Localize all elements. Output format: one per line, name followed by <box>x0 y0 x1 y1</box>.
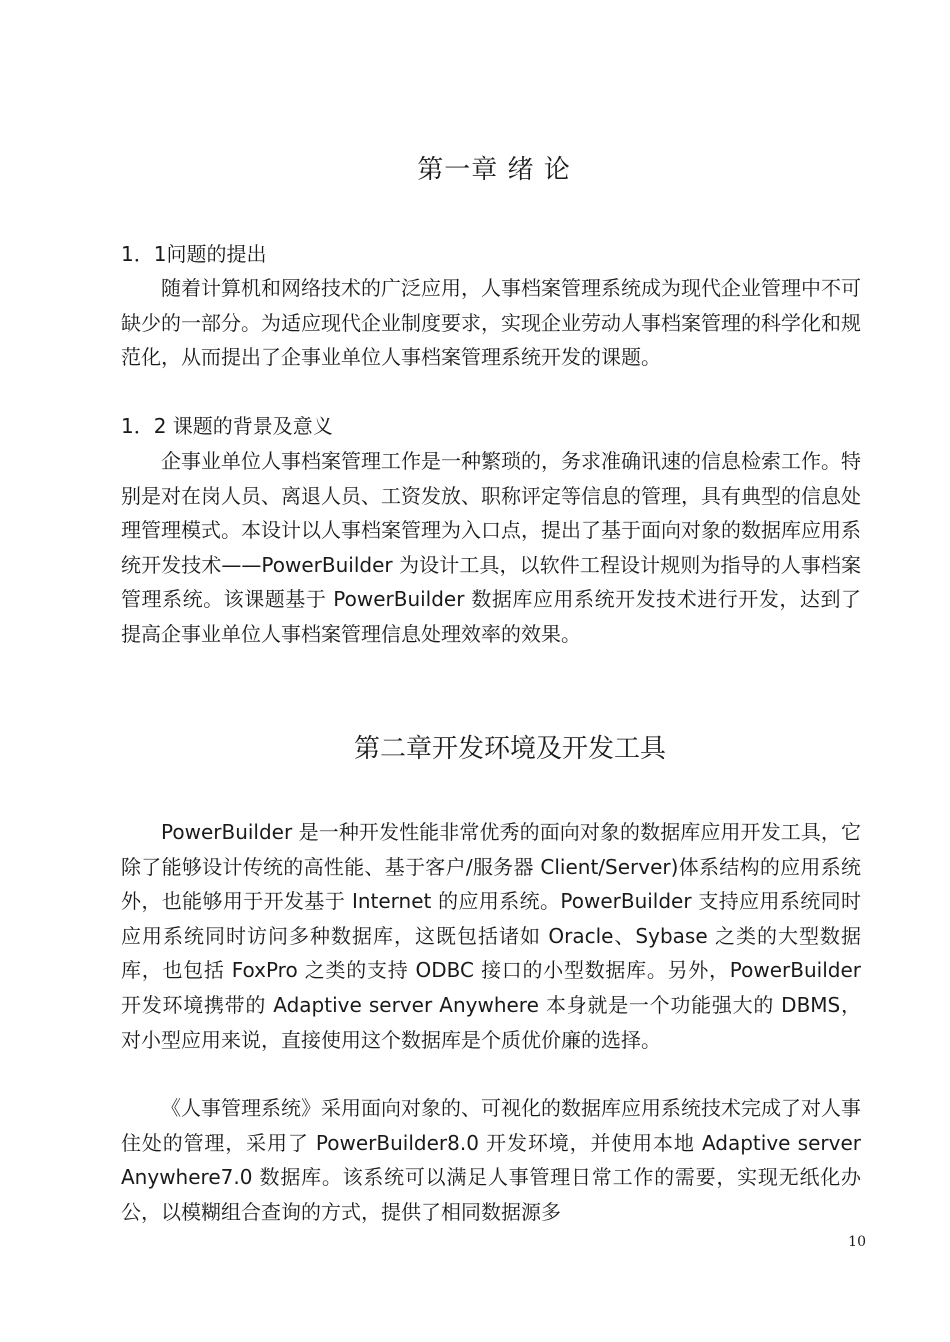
section-1-2-heading: 1．2 课题的背景及意义 <box>121 414 333 438</box>
chapter-1-title: 第一章 绪 论 <box>417 155 571 185</box>
page-number: 10 <box>848 1234 866 1250</box>
section-1-1-heading: 1．1问题的提出 <box>121 242 267 266</box>
section-1-1-paragraph: 随着计算机和网络技术的广泛应用，人事档案管理系统成为现代企业管理中不可缺少的一部分。为适应现代企业制度要求，实现企业劳动人事档案管理的科学化和规范化，从而提出了企事业单位人事档案管理系统开发的课题。 <box>121 276 861 370</box>
chapter-2-title: 第二章开发环境及开发工具 <box>353 734 666 764</box>
section-1-2-paragraph: 企事业单位人事档案管理工作是一种繁琐的，务求准确讯速的信息检索工作。特别是对在岗人员、离退人员、工资发放、职称评定等信息的管理，具有典型的信息处理管理模式。本设计以人事档案管理为入口点，提出了基于面向对象的数据库应用系统开发技术——PowerBuilder 为设计工具，以软件工程设计规则为指导的人事档案管理系统。该课题基于 PowerBuilder 数据库应用系统开发技术进行开发，达到了提高企事业单位人事档案管理信息处理效率的效果。 <box>121 449 861 646</box>
chapter-2-paragraph-2: 《人事管理系统》采用面向对象的、可视化的数据库应用系统技术完成了对人事住处的管理，采用了 PowerBuilder8.0 开发环境，并使用本地 Adaptive server Anywhere7.0 数据库。该系统可以满足人事管理日常工作的需要，实现无纸化办公，以模糊组合查询的方式，提供了相同数据源多 <box>121 1096 861 1224</box>
chapter-2-paragraph-1: PowerBuilder 是一种开发性能非常优秀的面向对象的数据库应用开发工具，它除了能够设计传统的高性能、基于客户/服务器 Client/Server)体系结构的应用系统外，也能够用于开发基于 Internet 的应用系统。PowerBuilder 支持应用系统同时应用系统同时访问多种数据库，这既包括诸如 Oracle、Sybase 之类的大型数据库，也包括 FoxPro 之类的支持 ODBC 接口的小型数据库。另外，PowerBuilder 开发环境携带的 Adaptive server Anywhere 本身就是一个功能强大的 DBMS，对小型应用来说，直接使用这个数据库是个质优价廉的选择。 <box>121 820 861 1052</box>
